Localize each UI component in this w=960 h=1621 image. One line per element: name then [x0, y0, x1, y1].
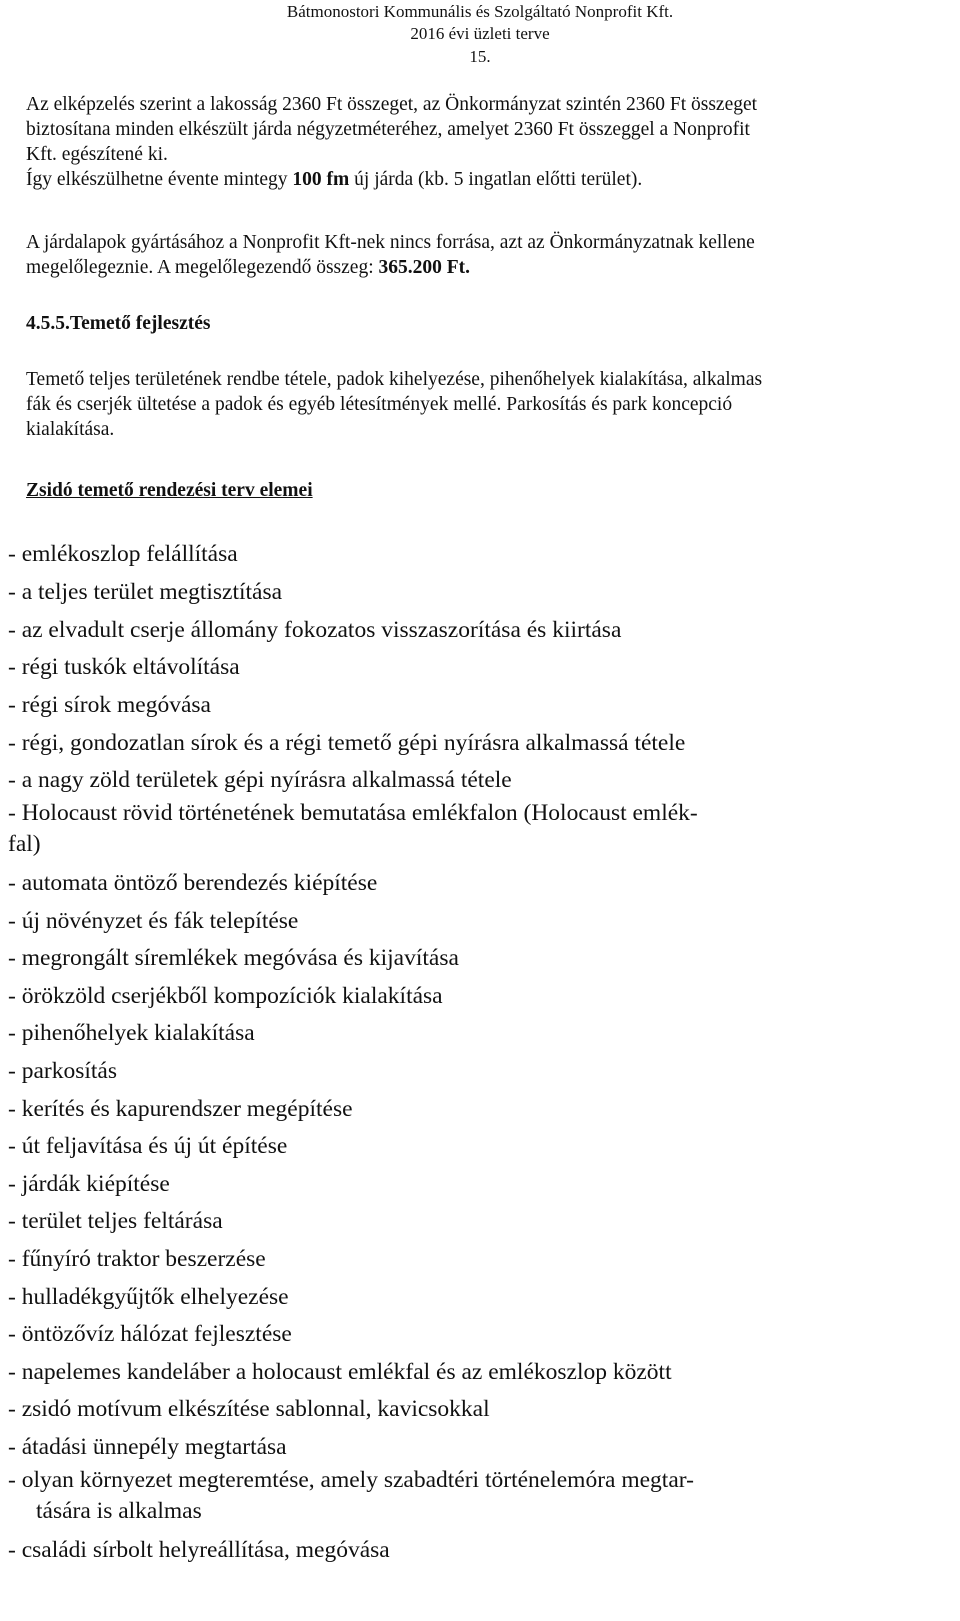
paragraph-line: kialakítása.: [26, 419, 115, 440]
paragraph-line: [26, 167, 946, 192]
document-header-subtitle: 2016 évi üzleti terve: [410, 24, 550, 43]
list-item: - zsidó motívum elkészítése sablonnal, kavicsokkal: [8, 1396, 490, 1422]
list-item: - út feljavítása és új út építése: [8, 1133, 288, 1159]
paragraph-line: A járdalapok gyártásához a Nonprofit Kft-nek nincs forrása, azt az Önkormányzatnak kellene: [26, 232, 755, 253]
list-item-continuation-text: tására is alkalmas: [36, 1498, 202, 1524]
list-item: - régi tuskók eltávolítása: [8, 654, 240, 680]
list-item: - Holocaust rövid történetének bemutatása emlékfalon (Holocaust emlék-: [8, 800, 698, 826]
list-item: - öntözővíz hálózat fejlesztése: [8, 1321, 292, 1347]
list-item: - járdák kiépítése: [8, 1171, 170, 1197]
paragraph-cemetery: [26, 367, 946, 442]
document-header-company: Bátmonostori Kommunális és Szolgáltató Nonprofit Kft.: [286, 2, 674, 21]
list-item: - hulladékgyűjtők elhelyezése: [8, 1284, 289, 1310]
bold-amount: 365.200 Ft.: [378, 257, 471, 278]
paragraph-line: fák és cserjék ültetése a padok és egyéb létesítmények mellé. Parkosítás és park koncepció: [26, 394, 733, 415]
paragraph-line: Az elképzelés szerint a lakosság 2360 Ft összeget, az Önkormányzat szintén 2360 Ft összeget: [26, 94, 758, 115]
list-item: - emlékoszlop felállítása: [8, 541, 238, 567]
list-heading: Zsidó temető rendezési terv elemei: [26, 480, 313, 501]
list-item: - olyan környezet megteremtése, amely szabadtéri történelemóra megtar-: [8, 1467, 694, 1493]
list-item: - parkosítás: [8, 1058, 117, 1084]
list-item: - az elvadult cserje állomány fokozatos visszaszorítása és kiirtása: [8, 617, 622, 643]
list-item-continuation-text: fal): [8, 831, 41, 857]
paragraph-line: Kft. egészítené ki.: [26, 144, 168, 165]
paragraph-sidewalk-financing: [26, 92, 946, 192]
list-item: - terület teljes feltárása: [8, 1208, 223, 1234]
list-item: - a teljes terület megtisztítása: [8, 579, 283, 605]
section-heading: 4.5.5.Temető fejlesztés: [26, 313, 211, 334]
bold-amount: 100 fm: [292, 169, 350, 190]
paragraph-prefinancing: [26, 230, 946, 280]
list-item: - fűnyíró traktor beszerzése: [8, 1246, 266, 1272]
paragraph-line: biztosítana minden elkészült járda négyzetméteréhez, amelyet 2360 Ft összeggel a Nonprofit: [26, 119, 750, 140]
list-item: - régi sírok megóvása: [8, 692, 211, 718]
list-item: - régi, gondozatlan sírok és a régi temető gépi nyírásra alkalmassá tétele: [8, 730, 686, 756]
list-item: - automata öntöző berendezés kiépítése: [8, 870, 378, 896]
text-run: megelőlegeznie. A megelőlegezendő összeg:: [26, 257, 379, 278]
paragraph-line: Temető teljes területének rendbe tétele, padok kihelyezése, pihenőhelyek kialakítása, alkalmas: [26, 369, 763, 390]
list-item-continuation: [8, 828, 928, 861]
list-item-continuation: [8, 1495, 928, 1528]
paragraph-line: [26, 255, 946, 280]
list-item: - megrongált síremlékek megóvása és kijavítása: [8, 945, 459, 971]
list-item: - a nagy zöld területek gépi nyírásra alkalmassá tétele: [8, 767, 512, 793]
list-item: - új növényzet és fák telepítése: [8, 908, 299, 934]
text-run: új járda (kb. 5 ingatlan előtti terület).: [349, 169, 643, 190]
text-run: Így elkészülhetne évente mintegy: [26, 169, 293, 190]
page-number: 15.: [469, 47, 491, 66]
list-item: - kerítés és kapurendszer megépítése: [8, 1096, 353, 1122]
list-item: - családi sírbolt helyreállítása, megóvása: [8, 1537, 390, 1563]
list-item: - örökzöld cserjékből kompozíciók kialakítása: [8, 983, 443, 1009]
list-item: - átadási ünnepély megtartása: [8, 1434, 287, 1460]
list-item: - napelemes kandeláber a holocaust emlékfal és az emlékoszlop között: [8, 1359, 672, 1385]
list-item: - pihenőhelyek kialakítása: [8, 1020, 255, 1046]
